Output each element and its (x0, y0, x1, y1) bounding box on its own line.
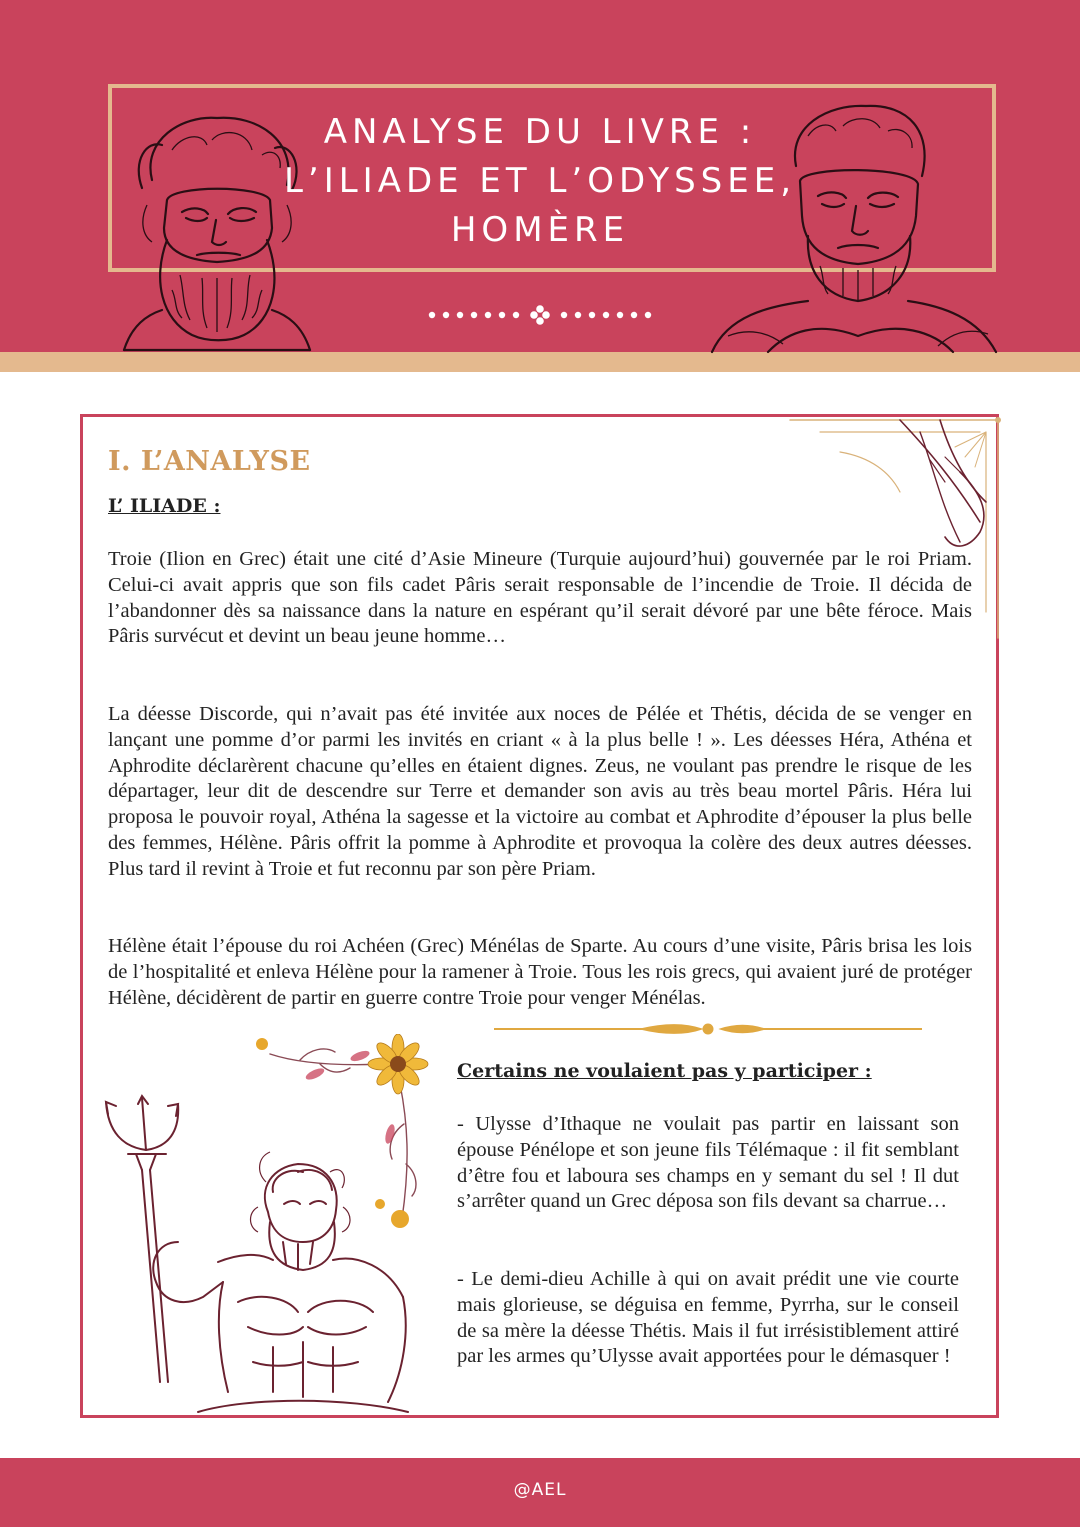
dot-ornament (420, 300, 660, 330)
ulysse-paragraph: - Ulysse d’Ithaque ne voulait pas partir en laissant son épouse Pénélope et son jeune fils Télémaque : il fit semblant d’être fou et laboura ses champs en y semant du sel ! Il dut s’arrêter quand un Grec déposa son fils devant sa charrue… (457, 1113, 959, 1213)
title-line-2: L’ILIADE ET L’ODYSSEE, (283, 161, 797, 201)
title-line-3: HOMÈRE (450, 210, 630, 250)
poseidon-trident-illustration (98, 1092, 428, 1414)
gold-divider-ornament (490, 1018, 926, 1040)
page-title (260, 108, 820, 255)
footer-credit: @AEL (513, 1480, 567, 1500)
paragraph-2: La déesse Discorde, qui n’avait pas été invitée aux noces de Pélée et Thétis, décida de se venger en lançant une pomme d’or parmi les invités en criant « à la plus belle ! ». Les déesses Héra, Athéna et Aphrodite déclarèrent chacune qu’elles en étaient dignes. Zeus, ne voulant pas prendre le risque de les départager, leur dit de descendre sur Terre et demander son avis au très beau mortel Pâris. Héra lui proposa le pouvoir royal, Athéna la sagesse et la victoire au combat et Aphrodite d’épouser la plus belle des femmes, Hélène. Pâris offrit la pomme à Aphrodite et provoqua la colère des deux autres déesses. Plus tard il revint à Troie et fut reconnu par son père Priam. (108, 703, 972, 880)
title-line-1: ANALYSE DU LIVRE : (323, 112, 757, 152)
achille-paragraph: - Le demi-dieu Achille à qui on avait prédit une vie courte mais glorieuse, se déguisa en femme, Pyrrha, sur le conseil de sa mère la déesse Thétis. Mais il fut irrésistiblement attiré par les armes qu’Ulysse avait apportées pour le démasquer ! (457, 1268, 959, 1368)
header-band (0, 352, 1080, 372)
iliade-subheading: L’ ILIADE : (108, 495, 221, 517)
participation-subheading: Certains ne voulaient pas y participer : (457, 1060, 872, 1082)
paragraph-1: Troie (Ilion en Grec) était une cité d’Asie Mineure (Turquie aujourd’hui) gouvernée par le roi Priam. Celui-ci avait appris que son fils cadet Pâris serait responsable de l’incendie de Troie. Il décida de l’abandonner dès sa naissance dans la nature en espérant qu’il serait dévoré par une bête féroce. Mais Pâris survécut et devint un beau jeune homme… (108, 548, 972, 648)
paragraph-3: Hélène était l’épouse du roi Achéen (Grec) Ménélas de Sparte. Au cours d’une visite, Pâris brisa les lois de l’hospitalité et enleva Hélène pour la ramener à Troie. Tous les rois grecs, qui avaient juré de protéger Hélène, décidèrent de partir en guerre contre Troie pour venger Ménélas. (108, 935, 972, 1009)
section-heading: I. L’ANALYSE (108, 446, 311, 477)
